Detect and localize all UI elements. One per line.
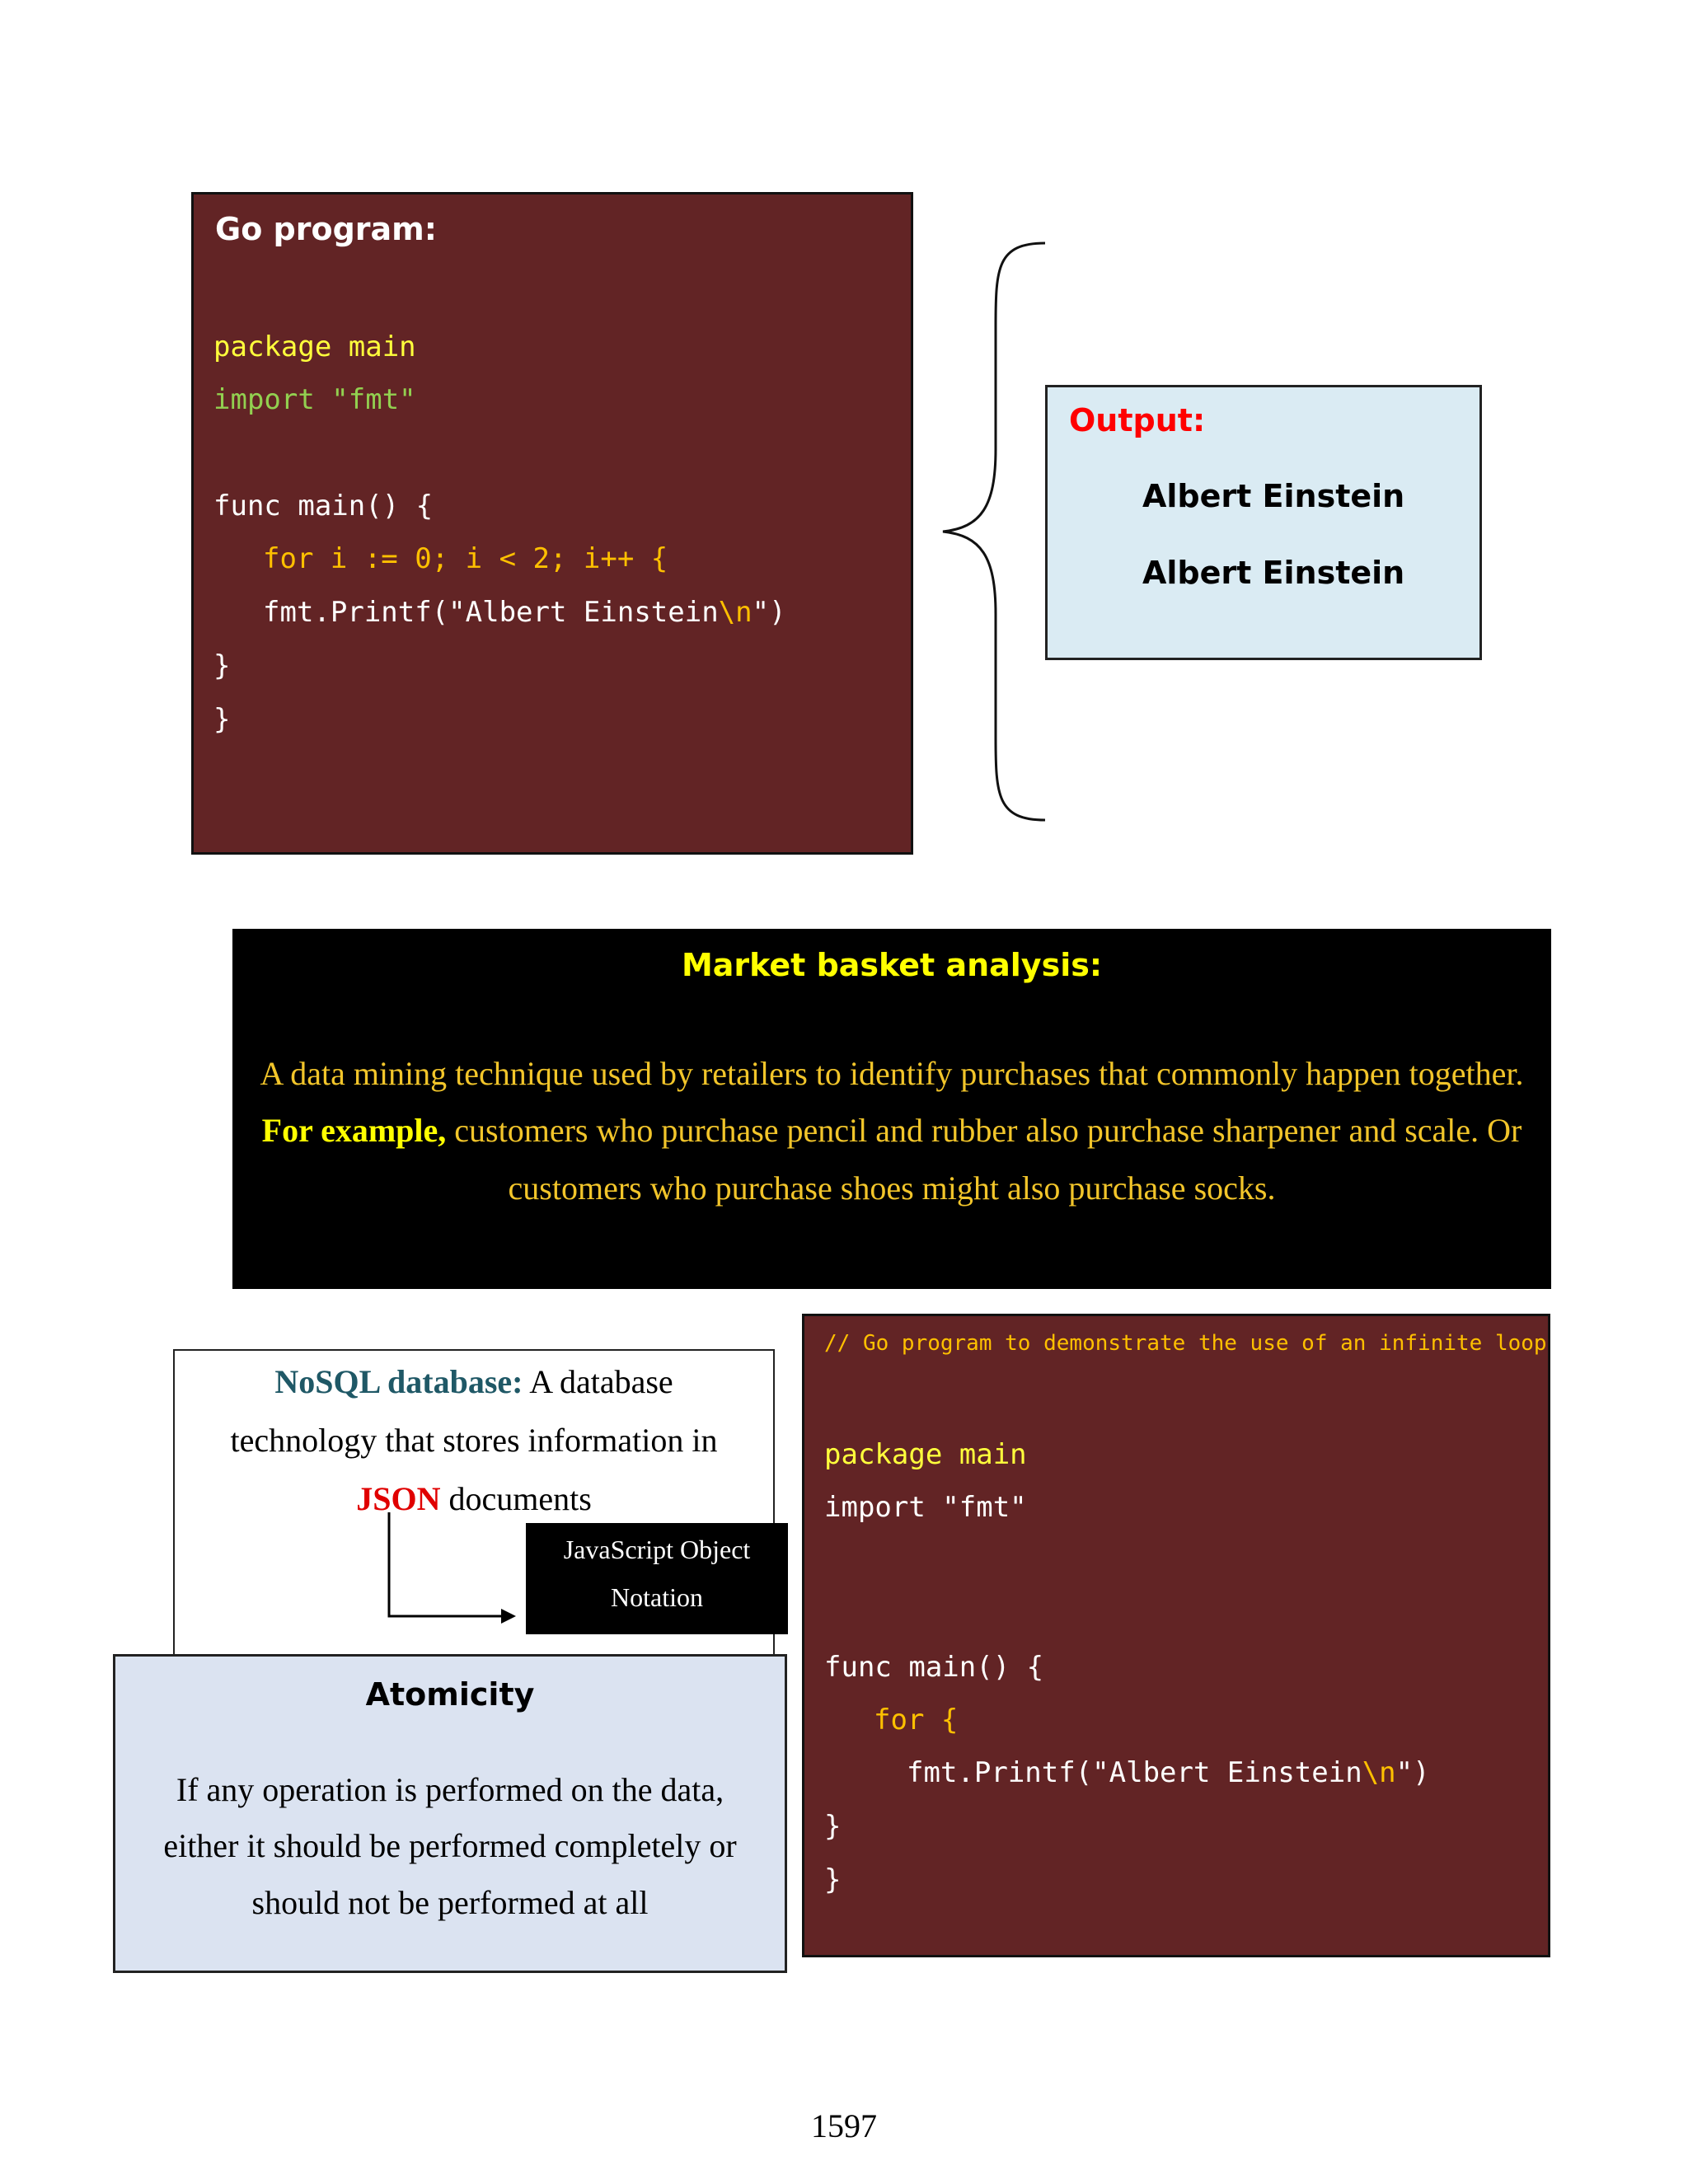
page-number: 1597	[811, 2107, 877, 2144]
code-line-package: package main	[213, 330, 416, 363]
code-line-for: for i := 0; i < 2; i++ {	[263, 542, 668, 575]
json-expansion-line-2: Notation	[611, 1582, 703, 1612]
code-line-import-2: import "fmt"	[824, 1491, 1027, 1524]
code-line-func-2: func main() {	[824, 1651, 1044, 1684]
code-line-for-2: for {	[874, 1704, 959, 1736]
code-line-close-func: }	[213, 703, 231, 736]
json-expansion-line-1: JavaScript Object	[563, 1535, 751, 1564]
market-basket-title: Market basket analysis:	[681, 947, 1103, 983]
json-expansion-box	[526, 1523, 788, 1634]
atomicity-line-2: either it should be performed completely or	[163, 1827, 737, 1864]
nosql-line-1: NoSQL database: A database	[274, 1363, 673, 1400]
atomicity-box	[113, 1654, 787, 1973]
code-line-printf-2: fmt.Printf("Albert Einstein\n")	[907, 1756, 1430, 1789]
json-term: JSON	[356, 1480, 441, 1517]
code-line-package-2: package main	[824, 1438, 1027, 1471]
nosql-term: NoSQL database:	[274, 1363, 523, 1400]
go-program-title: Go program:	[215, 211, 437, 247]
output-line-1: Albert Einstein	[1142, 478, 1405, 514]
output-title: Output:	[1069, 402, 1206, 438]
code-comment: // Go program to demonstrate the use of an infinite loop	[824, 1331, 1547, 1356]
output-box	[1045, 385, 1482, 660]
nosql-line-3: JSON documents	[356, 1480, 592, 1517]
atomicity-title: Atomicity	[365, 1676, 535, 1713]
code-line-import: import "fmt"	[213, 383, 416, 416]
market-basket-box	[232, 929, 1551, 1289]
code-line-printf: fmt.Printf("Albert Einstein\n")	[263, 596, 786, 629]
curly-brace-icon	[931, 235, 1047, 828]
code-line-close-for-2: }	[824, 1810, 842, 1843]
atomicity-line-3: should not be performed at all	[251, 1884, 649, 1921]
code-line-func: func main() {	[213, 490, 434, 523]
output-line-2: Albert Einstein	[1142, 555, 1405, 591]
code-line-close-for: }	[213, 649, 231, 682]
code-line-close-func-2: }	[824, 1863, 842, 1896]
arrow-icon	[379, 1512, 519, 1628]
nosql-line-2: technology that stores information in	[230, 1422, 718, 1459]
go-program-box-2	[802, 1314, 1550, 1957]
example-label: For example,	[261, 1112, 447, 1149]
market-basket-line-3: customers who purchase shoes might also purchase socks.	[508, 1169, 1276, 1207]
market-basket-line-2: For example, customers who purchase pencil and rubber also purchase sharpener and scale. Or	[261, 1112, 1522, 1149]
market-basket-line-1: A data mining technique used by retailers to identify purchases that commonly happen together.	[260, 1055, 1524, 1092]
go-program-box-1	[191, 192, 913, 855]
atomicity-line-1: If any operation is performed on the data,	[176, 1771, 724, 1808]
